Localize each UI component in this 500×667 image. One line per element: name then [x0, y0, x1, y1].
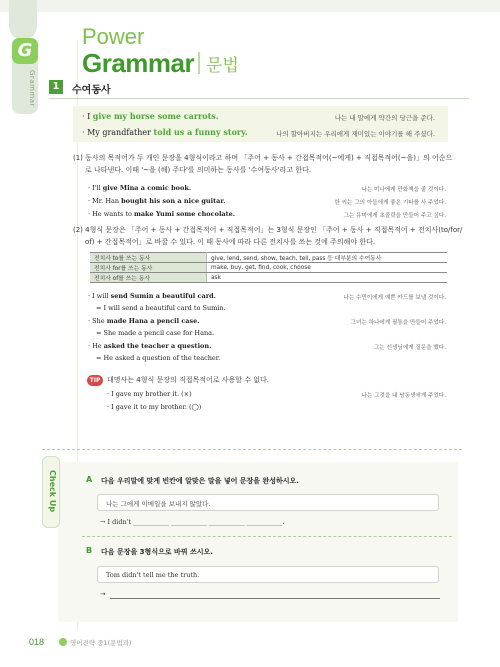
book-title: 영어전략 중1(문법과) — [70, 639, 132, 647]
rule-text: 로 나타낸다. 이때 '~을 (해) 주다'를 의미하는 동사를 '수여동사'라고 한다. — [85, 166, 312, 174]
example-item: · I'll give Mina a comic book. — [88, 184, 192, 192]
top-tab — [9, 0, 37, 40]
example-item: · Mr. Han bought his son a nice guitar. — [88, 197, 226, 205]
table-head-cell: 전치사 for를 쓰는 동사 — [90, 263, 207, 273]
example-rewrite: = She made a pencil case for Hana. — [96, 329, 215, 337]
checkup-divider — [42, 449, 462, 450]
table-head-cell: 전치사 to를 쓰는 동사 — [90, 253, 207, 263]
question-divider — [82, 536, 452, 537]
title-grammar: Grammar — [82, 48, 195, 78]
example-translation: 나의 할아버지는 우리에게 재미있는 이야기를 해 주셨다. — [276, 130, 435, 138]
section-number: 1 — [49, 80, 63, 94]
checkup-label: Check Up — [48, 469, 57, 513]
title-korean: 문법 — [206, 56, 239, 76]
given-sentence: 나는 그에게 이메일을 보내지 않았다. — [106, 500, 211, 508]
tip-example: · I gave it to my brother. (◯) — [107, 403, 202, 411]
tip-example: · I gave my brother it. (×) — [107, 390, 192, 398]
preposition-table — [90, 252, 447, 283]
grammar-badge-icon: G — [12, 38, 38, 64]
answer-line[interactable] — [110, 598, 440, 599]
top-band — [0, 0, 500, 12]
example-item: · He asked the teacher a question. — [88, 342, 212, 350]
example-item: · She made Hana a pencil case. — [88, 317, 200, 325]
table-head-cell: 전치사 of를 쓰는 동사 — [90, 273, 207, 283]
question-letter: B — [86, 546, 93, 555]
tip-translation: 나는 그것을 내 남동생에게 주었다. — [361, 393, 446, 399]
table-cell: ask — [207, 273, 448, 283]
table-cell: make, buy, get, find, cook, choose — [207, 263, 448, 273]
title-power: Power — [82, 24, 145, 49]
example-sentence: · I give my horse some carrots. — [82, 111, 219, 121]
answer-arrow: → — [100, 590, 106, 598]
tip-icon: TIP — [87, 375, 103, 386]
rule-text: (1) 동사의 목적어가 두 개인 문장을 4형식이라고 하며 「주어 + 동사 + 간접목적어(~에게) + 직접목적어(~을)」의 어순으 — [73, 154, 453, 162]
given-sentence: Tom didn't tell me the truth. — [106, 571, 200, 579]
example-translation: 나는 미나에게 만화책을 줄 것이다. — [361, 187, 446, 193]
section-underline — [49, 98, 469, 99]
example-item: · He wants to make Yumi some chocolate. — [88, 210, 236, 218]
answer-line[interactable]: → I didn't ___________ ___________ ___________ ___________. — [100, 518, 285, 526]
table-cell: give, lend, send, show, teach, tell, pass 등 대부분의 수여동사 — [207, 253, 448, 263]
question-letter: A — [86, 475, 93, 484]
table-row — [90, 253, 447, 263]
section-title: 수여동사 — [72, 85, 111, 96]
question-instruction: 다음 우리말에 맞게 빈칸에 알맞은 말을 넣어 문장을 완성하시오. — [101, 477, 299, 485]
table-row — [90, 273, 447, 283]
tip-text: 대명사는 4형식 문장의 직접목적어로 사용할 수 없다. — [107, 376, 270, 384]
example-translation: 그는 선생님에게 질문을 했다. — [374, 345, 446, 351]
example-rewrite: = I will send a beautiful card to Sumin. — [96, 304, 226, 312]
example-sentence: · My grandfather told us a funny story. — [82, 127, 248, 137]
side-tab-label: Grammar — [28, 69, 36, 107]
question-instruction: 다음 문장을 3형식으로 바꿔 쓰시오. — [101, 548, 213, 556]
example-translation: 한 씨는 그의 아들에게 좋은 기타를 사 주었다. — [334, 200, 446, 206]
rule-text: of) + 간접목적어」로 바꿀 수 있다. 이 때 동사에 따라 다른 전치사를 쓰는 것에 주의해야 한다. — [85, 238, 376, 246]
example-item: · I will send Sumin a beautiful card. — [88, 292, 216, 300]
leaf-icon — [59, 638, 67, 646]
example-translation: 그는 유미에게 초콜릿을 만들어 주고 싶다. — [343, 213, 446, 219]
page-number: 018 — [29, 637, 45, 647]
rule-text: (2) 4형식 문장은 「주어 + 동사 + 간접목적어 + 직접목적어」는 3형식 문장인 「주어 + 동사 + 직접목적어 + 전치사(to/for/ — [73, 226, 463, 234]
example-translation: 나는 수민이에게 예쁜 카드를 보낼 것이다. — [343, 295, 446, 301]
example-translation: 나는 내 말에게 약간의 당근을 준다. — [334, 114, 435, 122]
example-translation: 그녀는 하나에게 필통을 만들어 주었다. — [350, 320, 446, 326]
table-row — [90, 263, 447, 273]
example-rewrite: = He asked a question of the teacher. — [96, 354, 221, 362]
title-divider — [198, 52, 200, 74]
